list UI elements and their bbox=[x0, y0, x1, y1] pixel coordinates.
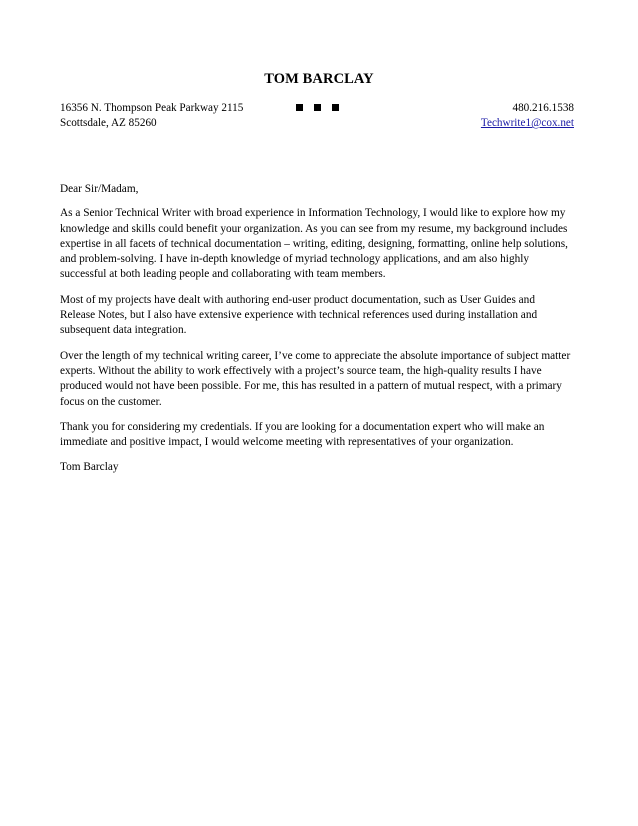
signature: Tom Barclay bbox=[60, 461, 119, 474]
square-bullet-icon bbox=[314, 104, 321, 111]
paragraph-3: Over the length of my technical writing career, I’ve come to appreciate the absolute importance of subject matter experts. Without the ability to work effectively with a project’s source team, the high-quality results I have produced would not have been possible. For me, this has resulted in a pattern of mutual respect, with a primary focus on the customer. bbox=[60, 349, 571, 408]
paragraph-2: Most of my projects have dealt with authoring end-user product documentation, such as User Guides and Release Notes, but I also have extensive experience with technical references used during installation and subsequent data integration. bbox=[60, 293, 538, 337]
address-line-1: 16356 N. Thompson Peak Parkway 2115 bbox=[60, 102, 244, 114]
paragraph-1: As a Senior Technical Writer with broad experience in Information Technology, I would like to explore how my knowledge and skills could benefit your organization. As you can see from my resume, my background includes expertise in all facets of technical documentation – writing, editing, designing, formatting, online help solutions, and problem-solving. I have in-depth knowledge of myriad technology applications, and am also highly successful at both leading people and collaborating with team members. bbox=[60, 207, 568, 281]
phone-number: 480.216.1538 bbox=[512, 102, 574, 114]
email-link[interactable]: Techwrite1@cox.net bbox=[480, 117, 574, 129]
square-bullet-icon bbox=[332, 104, 339, 111]
paragraph-4: Thank you for considering my credentials. If you are looking for a documentation expert who will make an immediate and positive impact, I would welcome meeting with representatives of your organization. bbox=[60, 420, 545, 449]
square-bullet-icon bbox=[296, 104, 303, 111]
applicant-name: TOM BARCLAY bbox=[264, 71, 374, 87]
separator-bullets bbox=[296, 102, 339, 111]
address-line-2: Scottsdale, AZ 85260 bbox=[60, 117, 157, 129]
letter-body bbox=[60, 182, 585, 486]
salutation: Dear Sir/Madam, bbox=[60, 183, 139, 195]
